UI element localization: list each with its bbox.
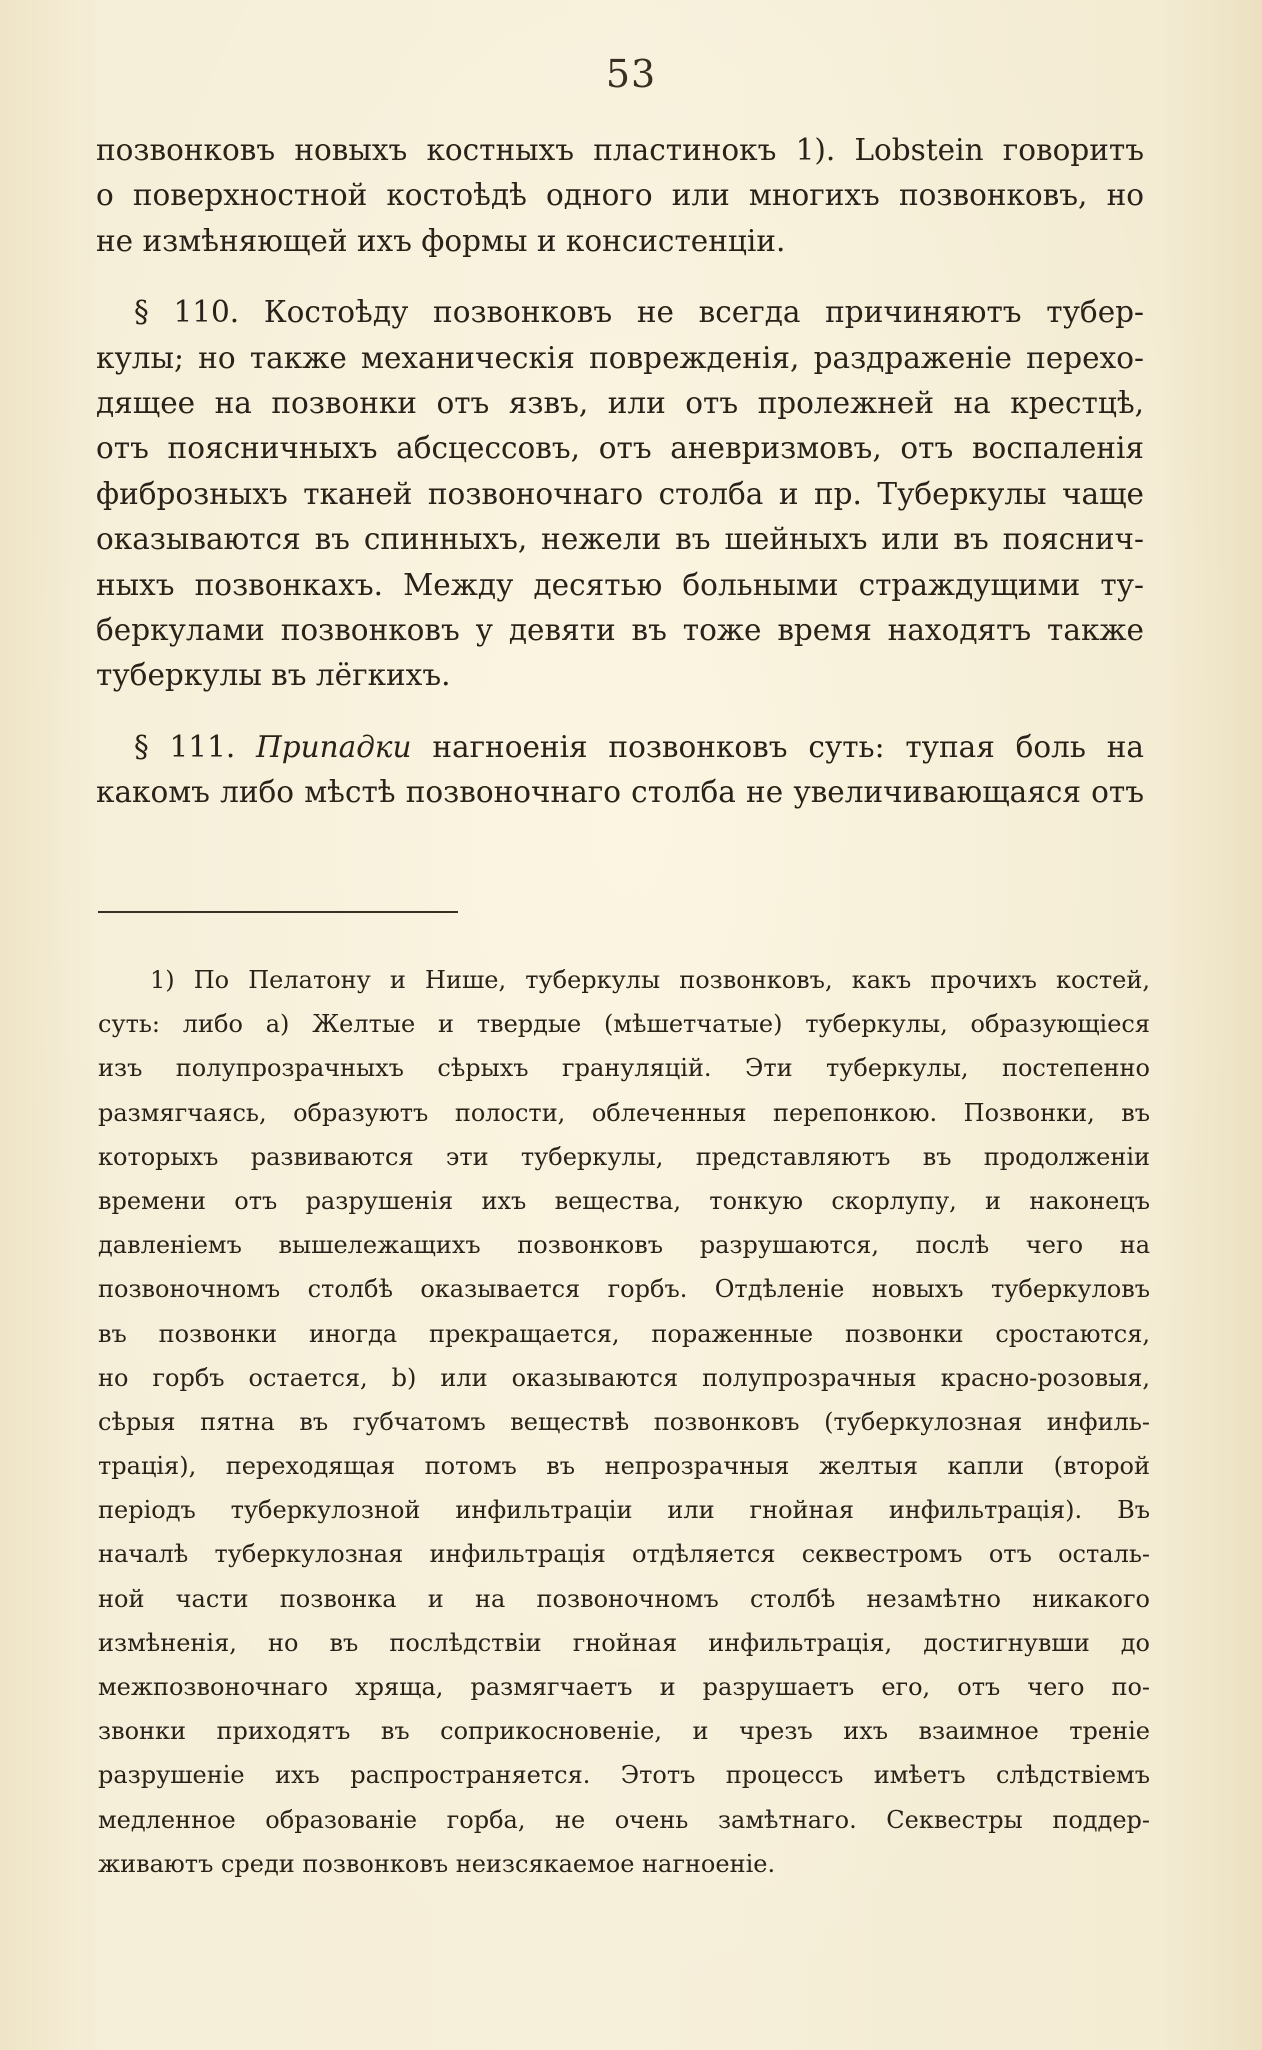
- footnote-line: межпозвоночнаго хряща, размягчаетъ и разрушаетъ его, отъ чего по-: [98, 1673, 1150, 1701]
- footnote-divider: [98, 911, 458, 913]
- footnote-line: суть: либо а) Желтые и твердые (мѣшетчатые) туберкулы, образующіеся: [98, 1010, 1150, 1039]
- footnote-line: трація), переходящая потомъ въ непрозрачныя желтыя капли (второй: [98, 1452, 1150, 1481]
- text-line: ныхъ позвонкахъ. Между десятью больными страждущими ту-: [96, 567, 1144, 602]
- footnote-line: которыхъ развиваются эти туберкулы, представляютъ въ продолженіи: [98, 1142, 1150, 1171]
- text-line: фиброзныхъ тканей позвоночнаго столба и пр. Туберкулы чаще: [96, 476, 1144, 511]
- section-marker: § 110.: [134, 295, 240, 330]
- footnote-line: разрушеніе ихъ распространяется. Этотъ процессъ имѣетъ слѣдствіемъ: [98, 1761, 1150, 1790]
- text-line: кулы; но также механическія поврежденія, раздраженіе перехо-: [96, 340, 1144, 375]
- text-line: не измѣняющей ихъ формы и консистенціи.: [96, 223, 786, 258]
- text-line: [96, 725, 1144, 770]
- text-line: беркулами позвонковъ у девяти въ тоже время находятъ также: [96, 612, 1144, 647]
- footnote-line: въ позвонки иногда прекращается, пораженные позвонки сростаются,: [98, 1319, 1150, 1348]
- text-line: оказываются въ спинныхъ, нежели въ шейныхъ или въ пояснич-: [96, 522, 1144, 557]
- footnote-line: размягчаясь, образуютъ полости, облеченныя перепонкою. Позвонки, въ: [98, 1098, 1150, 1127]
- paragraph-continuation: [96, 128, 1144, 264]
- footnote-line: давленіемъ вышележащихъ позвонковъ разрушаются, послѣ чего на: [98, 1231, 1150, 1260]
- footnote-line: періодъ туберкулозной инфильтраціи или гнойная инфильтрація). Въ: [98, 1496, 1150, 1525]
- text-line: дящее на позвонки отъ язвъ, или отъ пролежней на крестцѣ,: [96, 385, 1144, 420]
- footnote-line: звонки приходятъ въ соприкосновеніе, и чрезъ ихъ взаимное треніе: [98, 1717, 1150, 1746]
- paragraph-section-111: [96, 725, 1144, 816]
- text-line: позвонковъ новыхъ костныхъ пластинокъ 1). Lobstein говоритъ: [96, 133, 1144, 167]
- footnote-line: но горбъ остается, b) или оказываются полупрозрачныя красно-розовыя,: [98, 1363, 1150, 1392]
- text-fragment: Костоѣду позвонковъ не всегда причиняютъ тубер-: [263, 295, 1144, 330]
- footnote-line: времени отъ разрушенія ихъ вещества, тонкую скорлупу, и наконецъ: [98, 1186, 1150, 1215]
- text-fragment: нагноенія позвонковъ суть: тупая боль на: [432, 729, 1144, 764]
- footnote-line: живаютъ среди позвонковъ неизсякаемое нагноеніе.: [98, 1849, 776, 1878]
- footnote-line: сѣрыя пятна въ губчатомъ веществѣ позвонковъ (туберкулозная инфиль-: [98, 1407, 1150, 1436]
- italic-term: Припадки: [256, 729, 412, 764]
- text-line: о поверхностной костоѣдѣ одного или многихъ позвонковъ, но: [96, 178, 1144, 213]
- footnote-line: измѣненія, но въ послѣдствіи гнойная инфильтрація, достигнувши до: [98, 1628, 1150, 1657]
- text-line: [96, 290, 1144, 335]
- text-line: какомъ либо мѣстѣ позвоночнаго столба не увеличивающаяся отъ: [96, 775, 1144, 810]
- footnote-block: [98, 958, 1150, 1886]
- section-marker: § 111.: [134, 729, 236, 764]
- footnote-line: позвоночномъ столбѣ оказывается горбъ. Отдѣленіе новыхъ туберкуловъ: [98, 1275, 1150, 1304]
- footnote-line: ной части позвонка и на позвоночномъ столбѣ незамѣтно никакого: [98, 1584, 1150, 1613]
- page-number: 53: [605, 52, 657, 96]
- main-text: [96, 128, 1144, 815]
- footnote-line: медленное образованіе горба, не очень замѣтнаго. Секвестры поддер-: [98, 1805, 1150, 1834]
- text-line: отъ поясничныхъ абсцессовъ, отъ аневризмовъ, отъ воспаленія: [96, 431, 1144, 466]
- footnote-line: началѣ туберкулозная инфильтрація отдѣляется секвестромъ отъ осталь-: [98, 1540, 1150, 1569]
- footnote-line: 1) По Пелатону и Нише, туберкулы позвонковъ, какъ прочихъ костей,: [150, 966, 1150, 994]
- footnote-line: изъ полупрозрачныхъ сѣрыхъ грануляцій. Эти туберкулы, постепенно: [98, 1054, 1150, 1083]
- text-line: туберкулы въ лёгкихъ.: [96, 658, 451, 693]
- paragraph-section-110: [96, 290, 1144, 699]
